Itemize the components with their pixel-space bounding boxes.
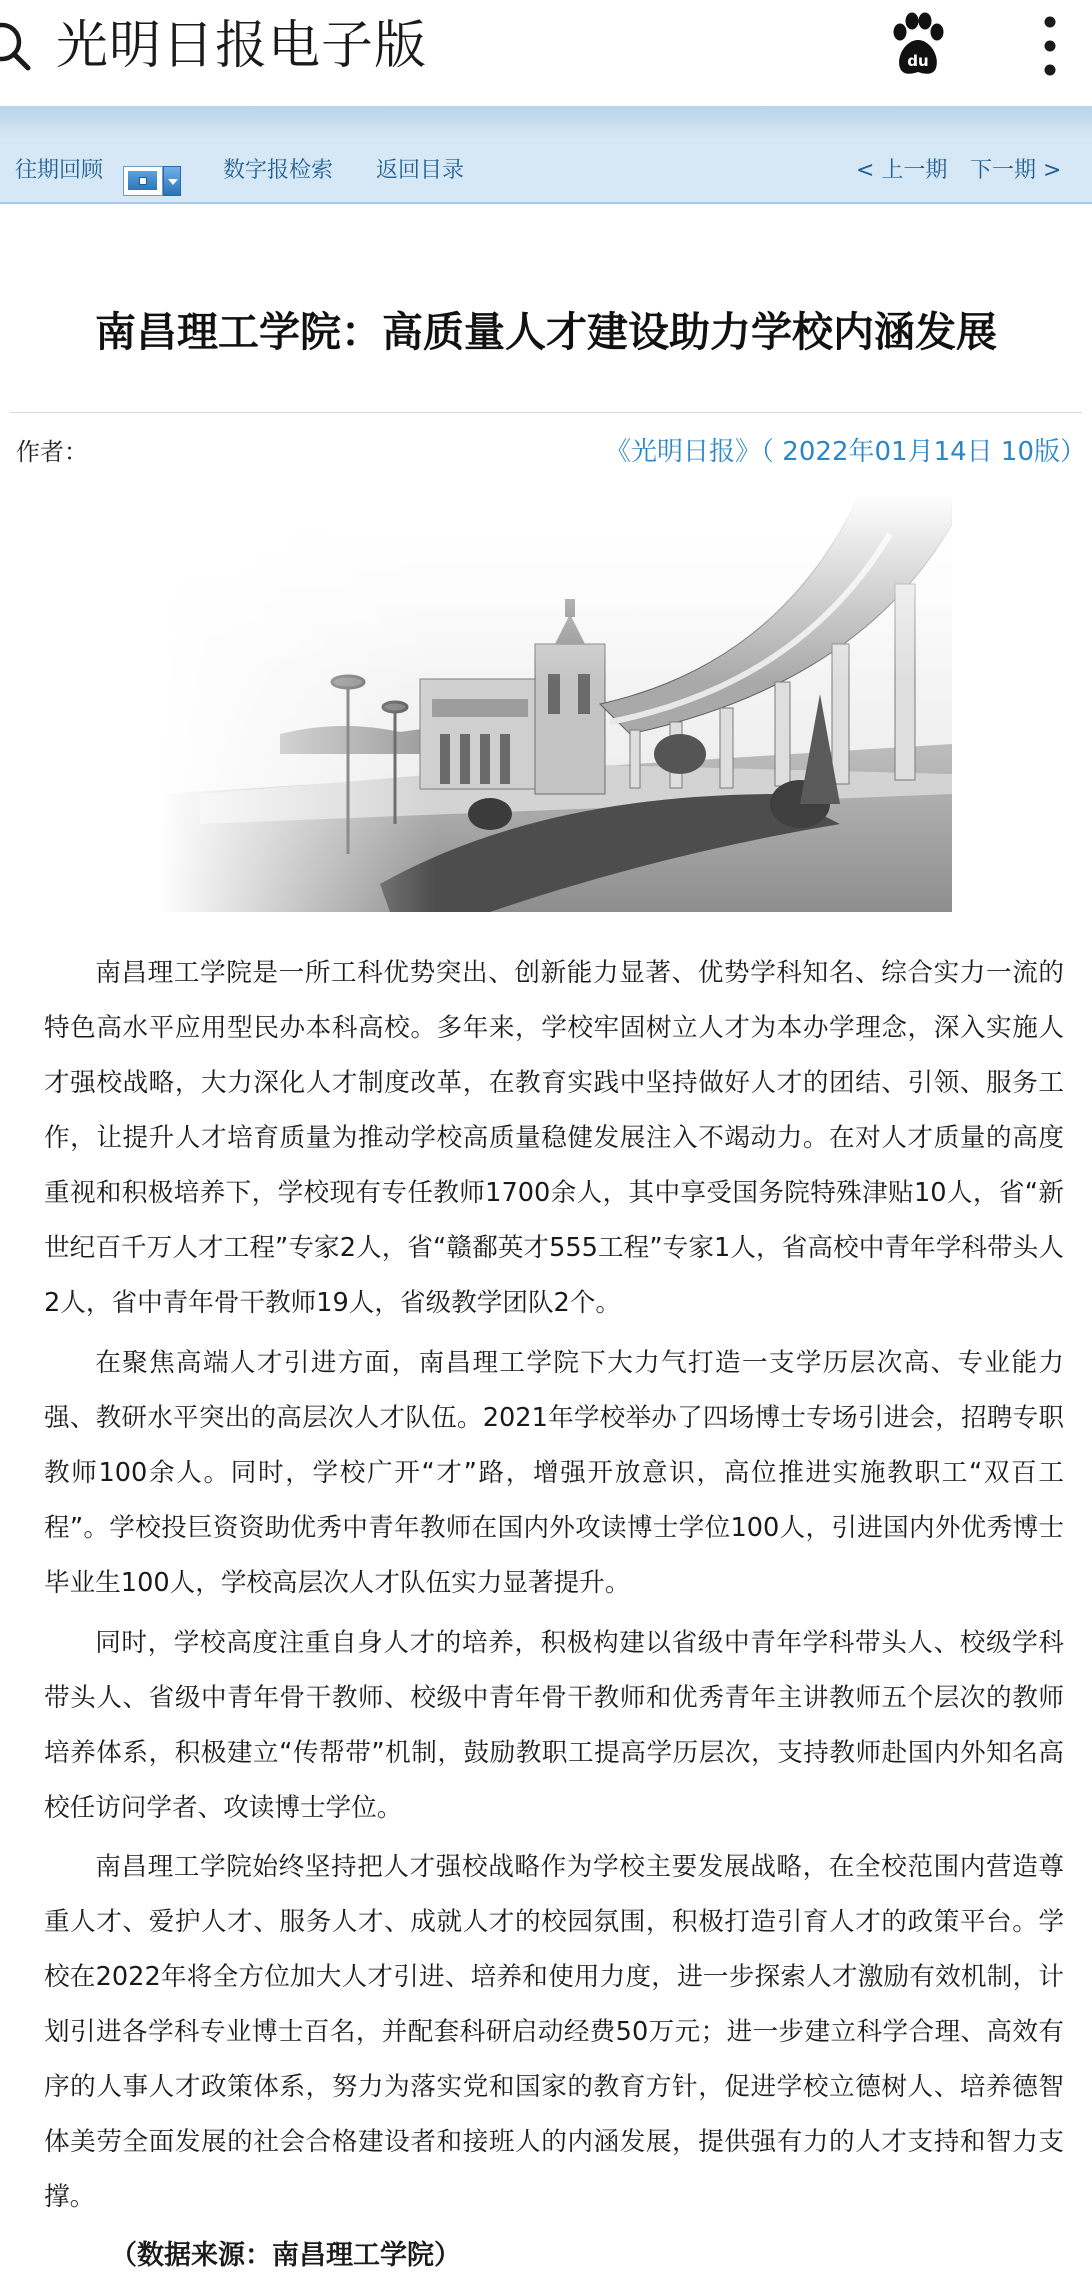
digital-search-link[interactable]: 数字报检索 — [223, 158, 334, 183]
prev-issue-link[interactable]: < 上一期 — [856, 158, 948, 183]
article-title: 南昌理工学院：高质量人才建设助力学校内涵发展 — [95, 308, 997, 356]
newspaper-name-link[interactable]: 《光明日报》 — [605, 437, 762, 467]
article-paragraph-1: 南昌理工学院是一所工科优势突出、创新能力显著、优势学科知名、综合实力一流的特色高水平应用型民办本科高校。多年来，学校牢固树立人才为本办学理念，深入实施人才强校战略，大力深化人才制度改革，在教育实践中坚持做好人才的团结、引领、服务工作，让提升人才培育质量为推动学校高质量稳健发展注入不竭动力。在对人才质量的高度重视和积极培养下，学校现有专任教师1700余人，其中享受国务院特殊津贴10人，省“新世纪百千万人才工程”专家2人，省“赣鄱英才555工程”专家1人，省高校中青年学科带头人2人，省中青年骨干教师19人，省级教学团队2个。 — [44, 958, 1064, 1318]
more-vertical-icon[interactable] — [1030, 12, 1070, 82]
search-icon[interactable] — [0, 20, 32, 72]
data-source-note: （数据来源：南昌理工学院） — [110, 2240, 461, 2271]
past-issues-link[interactable]: 往期回顾 — [15, 158, 104, 183]
svg-text:du: du — [907, 52, 929, 70]
campus-photo — [160, 494, 952, 912]
browser-page-title: 光明日报电子版 — [56, 16, 428, 76]
header-band — [0, 106, 1092, 140]
article-paragraph-4: 南昌理工学院始终坚持把人才强校战略作为学校主要发展战略，在全校范围内营造尊重人才、爱护人才、服务人才、成就人才的校园氛围，积极打造引育人才的政策平台。学校在2022年将全方位加大人才引进、培养和使用力度，进一步探索人才激励有效机制，计划引进各学科专业博士百名，并配套科研启动经费50万元；进一步建立科学合理、高效有序的人事人才政策体系，努力为落实党和国家的教育方针，促进学校立德树人、培养德智体美劳全面发展的社会合格建设者和接班人的内涵发展，提供强有力的人才支持和智力支撑。 — [44, 1852, 1064, 2212]
source-line — [605, 432, 1086, 472]
baidu-paw-icon[interactable] — [888, 12, 948, 78]
issue-date-text: （ 2022年01月14日 10版） — [761, 437, 1086, 467]
calendar-icon[interactable] — [123, 166, 163, 196]
browser-top-bar — [0, 0, 1092, 106]
title-divider — [10, 412, 1082, 413]
chevron-down-icon[interactable] — [163, 166, 181, 196]
article-paragraph-2: 在聚焦高端人才引进方面，南昌理工学院下大力气打造一支学历层次高、专业能力强、教研水平突出的高层次人才队伍。2021年学校举办了四场博士专场引进会，招聘专职教师100余人。同时，学校广开“才”路，增强开放意识，高位推进实施教职工“双百工程”。学校投巨资资助优秀中青年教师在国内外攻读博士学位100人，引进国内外优秀博士毕业生100人，学校高层次人才队伍实力显著提升。 — [44, 1348, 1064, 1598]
article-paragraph-3: 同时，学校高度注重自身人才的培养，积极构建以省级中青年学科带头人、校级学科带头人、省级中青年骨干教师、校级中青年骨干教师和优秀青年主讲教师五个层次的教师培养体系，积极建立“传帮带”机制，鼓励教职工提高学历层次，支持教师赴国内外知名高校任访问学者、攻读博士学位。 — [44, 1628, 1064, 1823]
issue-date-select[interactable] — [123, 166, 181, 196]
next-issue-link[interactable]: 下一期 > — [970, 158, 1062, 183]
back-to-contents-link[interactable]: 返回目录 — [376, 158, 465, 183]
author-label: 作者： — [16, 438, 88, 466]
